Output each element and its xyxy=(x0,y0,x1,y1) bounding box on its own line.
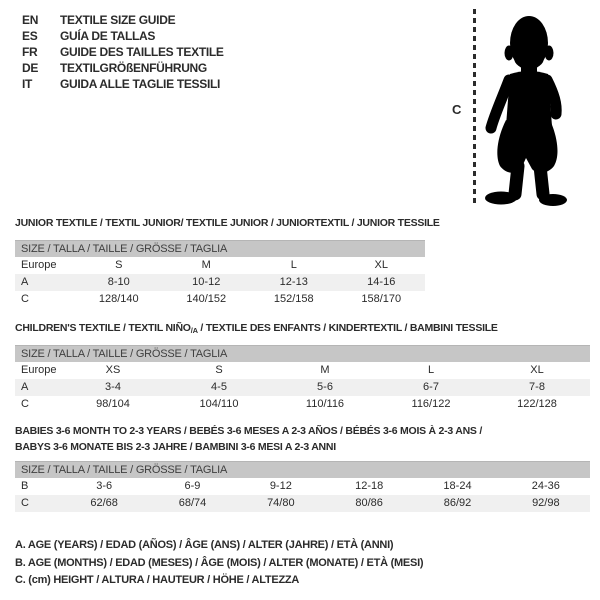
age-cell: 14-16 xyxy=(367,276,396,288)
guide-title-it: GUIDA ALLE TAGLIE TESSILI xyxy=(60,77,221,91)
age-cell: 4-5 xyxy=(211,381,227,393)
height-cell: 140/152 xyxy=(186,293,227,305)
height-cell: 80/86 xyxy=(355,497,383,509)
age-cell: 8-10 xyxy=(107,276,130,288)
language-code: EN xyxy=(22,13,39,27)
children-table-title xyxy=(15,320,498,339)
footnote-a: A. AGE (YEARS) / EDAD (AÑOS) / ÂGE (ANS) / ALTER (JAHRE) / ETÀ (ANNI) xyxy=(15,539,394,551)
table-row-age-months xyxy=(15,478,590,495)
size-cell: XL xyxy=(374,259,388,271)
age-cell: 24-36 xyxy=(531,480,560,492)
language-row-fr xyxy=(22,44,224,60)
language-code: FR xyxy=(22,45,38,59)
size-cell: S xyxy=(215,364,223,376)
age-cell: 7-8 xyxy=(529,381,545,393)
language-row-de xyxy=(22,60,224,76)
babies-size-table xyxy=(15,461,590,512)
size-cell: M xyxy=(320,364,330,376)
age-cell: 12-13 xyxy=(279,276,308,288)
row-label: B xyxy=(21,480,29,492)
guide-title-fr: GUIDE DES TAILLES TEXTILE xyxy=(60,45,224,59)
size-cell: XS xyxy=(105,364,121,376)
table-row-height xyxy=(15,291,425,308)
height-cell: 68/74 xyxy=(178,497,207,509)
babies-title-line2: BABYS 3-6 MONATE BIS 2-3 JAHRE / BAMBINI 3-6 MESI A 2-3 ANNI xyxy=(15,441,336,453)
babies-title-line1: BABIES 3-6 MONTH TO 2-3 YEARS / BEBÉS 3-6 MESES A 2-3 AÑOS / BÉBÉS 3-6 MOIS À 2-3 ANS / xyxy=(15,425,483,437)
height-measure-label: C xyxy=(452,102,462,117)
row-label: C xyxy=(21,497,29,509)
age-cell: 3-6 xyxy=(96,480,113,492)
children-title-part: CHILDREN'S TEXTILE / TEXTIL NIÑO xyxy=(15,322,191,334)
children-size-table xyxy=(15,345,590,413)
height-cell: 92/98 xyxy=(532,497,560,509)
height-cell: 74/80 xyxy=(267,497,295,509)
language-code: IT xyxy=(22,77,33,91)
language-row-it xyxy=(22,76,224,92)
language-code: ES xyxy=(22,29,38,43)
size-cell: M xyxy=(201,259,211,271)
table-row-height xyxy=(15,495,590,512)
children-title-part: / TEXTILE DES ENFANTS / KINDERTEXTIL / BAMBINI TESSILE xyxy=(197,322,498,334)
size-cell: L xyxy=(290,259,297,271)
junior-size-table xyxy=(15,240,425,308)
size-header-bar: SIZE / TALLA / TAILLE / GRÖSSE / TAGLIA xyxy=(15,240,425,257)
language-row-en xyxy=(22,12,224,28)
language-code: DE xyxy=(22,61,39,75)
age-cell: 12-18 xyxy=(355,480,384,492)
row-label: C xyxy=(21,293,29,305)
height-dashed-line xyxy=(473,9,476,206)
height-cell: 110/116 xyxy=(305,398,345,410)
table-row-age xyxy=(15,274,425,291)
size-cell: XL xyxy=(530,364,544,376)
footnote-c: C. (cm) HEIGHT / ALTURA / HAUTEUR / HÖHE / ALTEZZA xyxy=(15,574,300,586)
size-header-bar: SIZE / TALLA / TAILLE / GRÖSSE / TAGLIA xyxy=(15,345,590,362)
height-cell: 122/128 xyxy=(517,398,557,410)
height-cell: 104/110 xyxy=(199,398,239,410)
row-label: A xyxy=(21,276,29,288)
table-row-europe xyxy=(15,362,590,379)
row-label: C xyxy=(21,398,29,410)
age-cell: 10-12 xyxy=(192,276,221,288)
guide-title-de: TEXTILGRÖßENFÜHRUNG xyxy=(60,61,207,75)
row-label: A xyxy=(21,381,29,393)
age-cell: 6-7 xyxy=(423,381,439,393)
table-row-age xyxy=(15,379,590,396)
age-cell: 9-12 xyxy=(269,480,292,492)
toddler-silhouette-icon xyxy=(482,8,572,208)
legend-footnotes xyxy=(15,537,423,590)
height-cell: 98/104 xyxy=(96,398,130,410)
height-cell: 158/170 xyxy=(361,293,402,305)
height-cell: 128/140 xyxy=(98,293,139,305)
row-label: Europe xyxy=(21,364,57,376)
guide-title-en: TEXTILE SIZE GUIDE xyxy=(60,13,176,27)
language-list xyxy=(22,12,224,92)
junior-table-title: JUNIOR TEXTILE / TEXTIL JUNIOR/ TEXTILE JUNIOR / JUNIORTEXTIL / JUNIOR TESSILE xyxy=(15,217,440,229)
children-title-subscript: /A xyxy=(190,326,198,335)
size-header-bar: SIZE / TALLA / TAILLE / GRÖSSE / TAGLIA xyxy=(15,461,590,478)
height-cell: 152/158 xyxy=(273,293,314,305)
table-row-height xyxy=(15,396,590,413)
guide-title-es: GUÍA DE TALLAS xyxy=(60,29,156,43)
height-cell: 116/122 xyxy=(411,398,451,410)
size-cell: S xyxy=(115,259,123,271)
row-label: Europe xyxy=(21,259,57,271)
babies-table-title xyxy=(15,423,575,455)
age-cell: 5-6 xyxy=(317,381,333,393)
age-cell: 6-9 xyxy=(184,480,201,492)
footnote-b: B. AGE (MONTHS) / EDAD (MESES) / ÂGE (MOIS) / ALTER (MONATE) / ETÀ (MESI) xyxy=(15,556,424,569)
height-cell: 86/92 xyxy=(443,497,472,509)
table-row-europe xyxy=(15,257,425,274)
height-cell: 62/68 xyxy=(90,497,118,509)
language-row-es xyxy=(22,28,224,44)
age-cell: 18-24 xyxy=(443,480,472,492)
size-cell: L xyxy=(427,364,435,376)
age-cell: 3-4 xyxy=(105,381,121,393)
